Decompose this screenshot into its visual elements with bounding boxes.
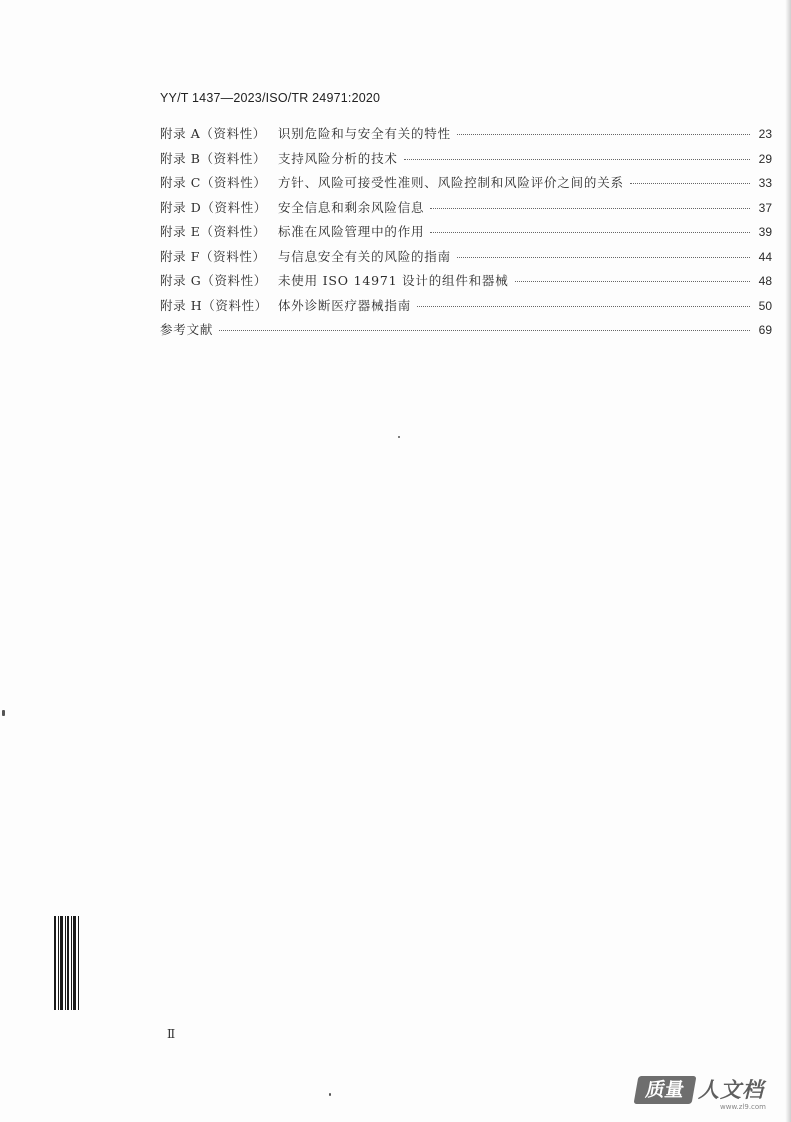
toc-page-number: 33 xyxy=(758,176,772,190)
watermark-logo xyxy=(636,1076,786,1112)
toc-leader-dots xyxy=(417,306,750,307)
watermark-brand-box: 质量 xyxy=(634,1076,697,1104)
toc-entry-title: 参考文献 xyxy=(160,322,214,337)
watermark-brand-text: 人文档 xyxy=(698,1078,764,1102)
toc-annex-label: 附录 C（资料性） xyxy=(160,175,267,190)
toc-page-number: 39 xyxy=(758,225,772,239)
toc-leader-dots xyxy=(404,159,750,160)
toc-entry-title: 方针、风险可接受性准则、风险控制和风险评价之间的关系 xyxy=(278,175,624,190)
toc-leader-dots xyxy=(457,134,750,135)
toc-page-number: 69 xyxy=(758,323,772,337)
scan-speck xyxy=(2,710,5,716)
toc-entry-title: 标准在风险管理中的作用 xyxy=(278,224,425,239)
table-of-contents xyxy=(160,124,772,345)
page-number: Ⅱ xyxy=(167,1027,176,1041)
toc-entry-title: 体外诊断医疗器械指南 xyxy=(278,297,412,313)
toc-annex-label: 附录 A（资料性） xyxy=(160,126,266,141)
toc-page-number: 50 xyxy=(758,298,772,313)
standard-number-header: YY/T 1437—2023/ISO/TR 24971:2020 xyxy=(160,91,381,105)
toc-page-number: 44 xyxy=(758,249,772,264)
toc-entry[interactable] xyxy=(160,198,772,223)
toc-entry[interactable] xyxy=(160,173,772,198)
toc-entry-title: 与信息安全有关的风险的指南 xyxy=(278,248,451,264)
toc-annex-label: 附录 D（资料性） xyxy=(160,199,267,215)
toc-page-number: 37 xyxy=(758,200,772,215)
toc-entry[interactable] xyxy=(160,124,772,149)
toc-leader-dots xyxy=(430,232,750,233)
toc-annex-label: 附录 E（资料性） xyxy=(160,224,266,239)
watermark-url: www.zl9.com xyxy=(720,1103,767,1111)
toc-page-number: 29 xyxy=(758,151,772,166)
toc-leader-dots xyxy=(630,183,750,184)
toc-annex-label: 附录 F（资料性） xyxy=(160,248,266,264)
toc-leader-dots xyxy=(515,281,750,282)
toc-page-number: 48 xyxy=(758,274,772,288)
toc-entry-title: 安全信息和剩余风险信息 xyxy=(278,199,425,215)
toc-entry[interactable] xyxy=(160,222,772,247)
toc-entry[interactable] xyxy=(160,296,772,321)
toc-entry[interactable] xyxy=(160,149,772,174)
toc-entry[interactable] xyxy=(160,247,772,272)
scan-speck xyxy=(398,436,400,438)
toc-leader-dots xyxy=(430,208,750,209)
scan-speck xyxy=(329,1093,331,1096)
toc-leader-dots xyxy=(457,257,750,258)
scan-edge-shadow xyxy=(785,0,791,1122)
toc-annex-label: 附录 H（资料性） xyxy=(160,297,268,313)
toc-annex-label: 附录 B（资料性） xyxy=(160,150,267,166)
toc-entry-title: 识别危险和与安全有关的特性 xyxy=(278,126,451,141)
toc-annex-label: 附录 G（资料性） xyxy=(160,273,267,288)
toc-entry[interactable] xyxy=(160,271,772,296)
toc-page-number: 23 xyxy=(758,127,772,141)
toc-entry[interactable] xyxy=(160,320,772,345)
barcode-strip xyxy=(54,916,80,1010)
toc-entry-title: 未使用 ISO 14971 设计的组件和器械 xyxy=(278,273,509,288)
toc-entry-title: 支持风险分析的技术 xyxy=(278,150,398,166)
toc-leader-dots xyxy=(219,330,750,331)
